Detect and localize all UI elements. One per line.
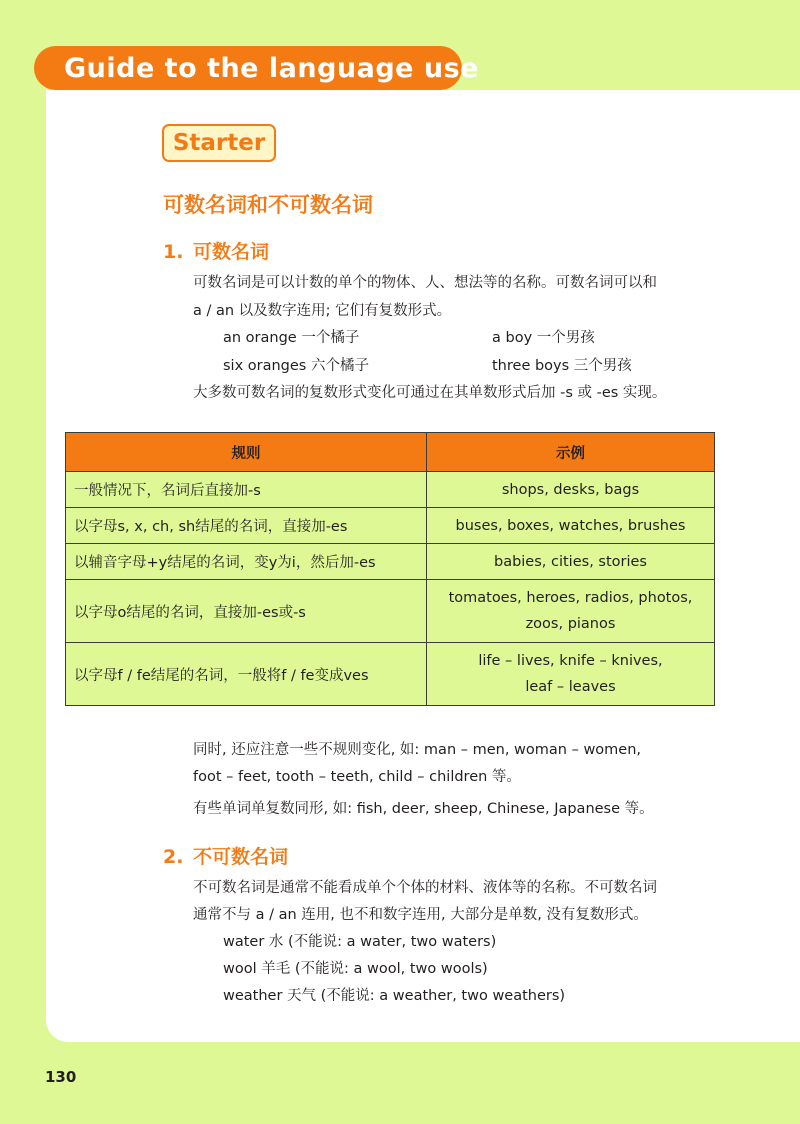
example-cell — [427, 544, 715, 580]
example-cell — [427, 580, 715, 643]
example-line: shops, desks, bags — [501, 481, 640, 498]
example-line: life – lives, knife – knives, — [478, 653, 663, 669]
rule-cell: 以字母s, x, ch, sh结尾的名词，直接加-es — [66, 508, 427, 544]
header-title: Guide to the language use — [64, 53, 479, 84]
page-number: 130 — [45, 1068, 77, 1086]
uncountable-title: 不可数名词 — [193, 846, 289, 868]
example-line: leaf – leaves — [525, 679, 616, 695]
example-water: water 水 (不能说: a water, two waters) — [223, 934, 497, 950]
rule-cell: 以字母f / fe结尾的名词，一般将f / fe变成ves — [66, 643, 427, 706]
example-cell — [427, 472, 715, 508]
uncountable-desc-line2: 通常不与 a / an 连用, 也不和数字连用, 大部分是单数, 没有复数形式。 — [193, 907, 648, 923]
rule-cell: 以字母o结尾的名词，直接加-es或-s — [66, 580, 427, 643]
example-cell — [427, 643, 715, 706]
table-header-row — [66, 433, 715, 472]
countable-heading — [163, 238, 269, 266]
example-six-oranges: six oranges 六个橘子 — [223, 358, 369, 374]
countable-desc-line1: 可数名词是可以计数的单个的物体、人、想法等的名称。可数名词可以和 — [193, 275, 657, 291]
example-a-boy: a boy 一个男孩 — [492, 330, 595, 346]
plural-rules-table — [65, 432, 715, 706]
table-row — [66, 643, 715, 706]
example-an-orange: an orange 一个橘子 — [223, 330, 360, 346]
countable-number: 1. — [163, 241, 184, 263]
example-weather: weather 天气 (不能说: a weather, two weathers) — [223, 988, 566, 1004]
uncountable-desc-line1: 不可数名词是通常不能看成单个个体的材料、液体等的名称。不可数名词 — [193, 880, 657, 896]
example-line: tomatoes, heroes, radios, photos, — [448, 590, 693, 606]
table-row — [66, 472, 715, 508]
rule-cell: 以辅音字母+y结尾的名词，变y为i，然后加-es — [66, 544, 427, 580]
table-header-example: 示例 — [427, 433, 715, 472]
uncountable-number: 2. — [163, 846, 184, 868]
section-badge-label: Starter — [172, 130, 266, 156]
table-row — [66, 580, 715, 643]
section-badge — [162, 124, 276, 162]
table-row — [66, 544, 715, 580]
example-wool: wool 羊毛 (不能说: a wool, two wools) — [223, 961, 488, 977]
same-form-text: 有些单词单复数同形, 如: fish, deer, sheep, Chinese, Japanese 等。 — [193, 801, 654, 817]
countable-title: 可数名词 — [193, 241, 270, 263]
irregular-line2: foot – feet, tooth – teeth, child – children 等。 — [193, 769, 521, 785]
rule-cell: 一般情况下，名词后直接加-s — [66, 472, 427, 508]
example-line: buses, boxes, watches, brushes — [455, 517, 686, 534]
main-heading: 可数名词和不可数名词 — [163, 193, 373, 217]
example-cell — [427, 508, 715, 544]
example-line: zoos, pianos — [525, 616, 616, 632]
irregular-line1: 同时, 还应注意一些不规则变化, 如: man – men, woman – women, — [193, 742, 642, 758]
uncountable-heading — [163, 843, 288, 871]
example-line: babies, cities, stories — [493, 553, 647, 570]
countable-desc-line2: a / an 以及数字连用; 它们有复数形式。 — [193, 303, 452, 319]
plural-rule-text: 大多数可数名词的复数形式变化可通过在其单数形式后加 -s 或 -es 实现。 — [193, 385, 667, 401]
table-row — [66, 508, 715, 544]
table-header-rule: 规则 — [66, 433, 427, 472]
example-three-boys: three boys 三个男孩 — [492, 358, 632, 374]
